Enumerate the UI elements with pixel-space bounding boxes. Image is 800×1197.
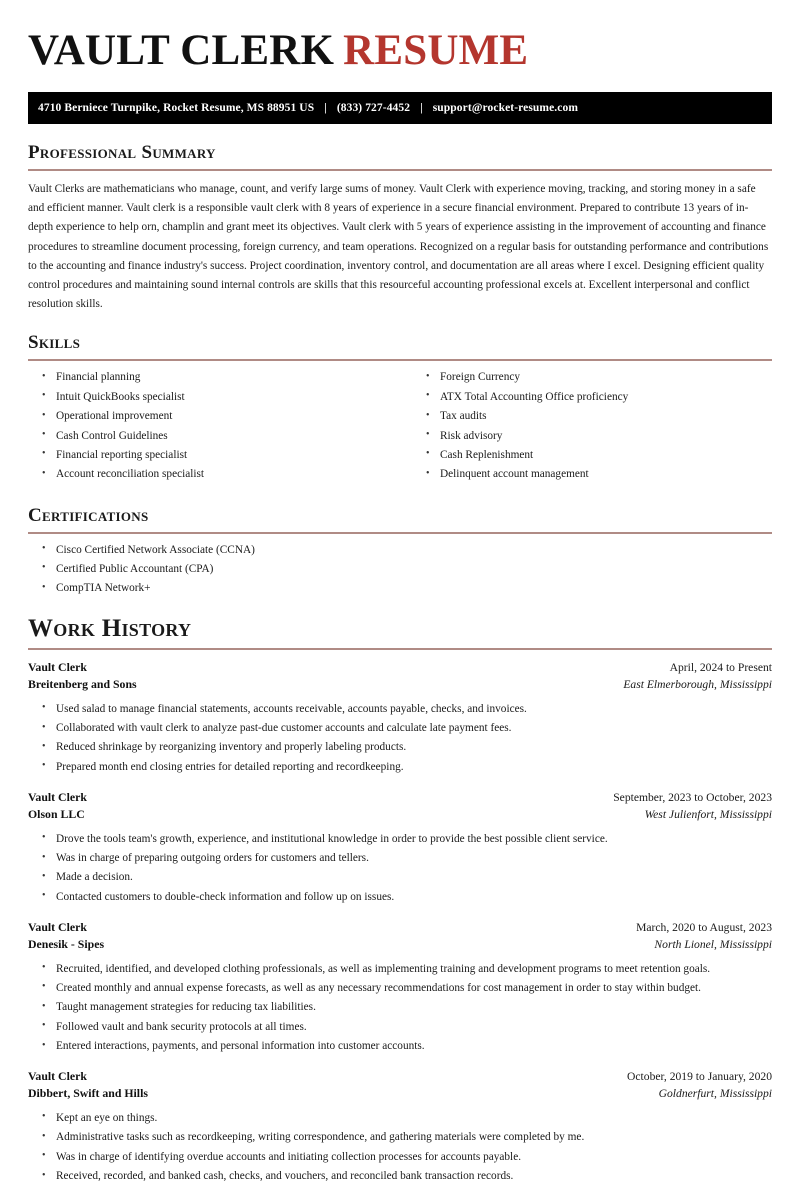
contact-bar-text <box>38 102 578 114</box>
list-item: • Intuit QuickBooks specialist <box>28 390 400 405</box>
job-company: Denesik - Sipes <box>28 937 105 952</box>
skills-column-left <box>28 370 400 486</box>
list-item: • Operational improvement <box>28 409 400 424</box>
list-item: • Risk advisory <box>412 429 772 444</box>
list-item: • Prepared month end closing entries for detailed reporting and recordkeeping. <box>28 760 772 775</box>
section-divider <box>28 169 772 171</box>
list-item: • Financial reporting specialist <box>28 448 400 463</box>
job-dates: March, 2020 to August, 2023 <box>636 920 772 934</box>
job-location: Goldnerfurt, Mississippi <box>658 1087 772 1101</box>
list-item: • Used salad to manage financial statements, accounts receivable, accounts payable, checks, and invoices. <box>28 702 772 717</box>
contact-address: 4710 Berniece Turnpike, Rocket Resume, MS 88951 US <box>38 102 315 115</box>
skills-list-right <box>412 370 772 482</box>
section-heading-certifications: Certifications <box>28 504 149 526</box>
certifications-list <box>28 543 772 597</box>
job-company-row <box>28 936 772 954</box>
job-dates: April, 2024 to Present <box>669 660 772 674</box>
job-bullets <box>28 702 772 775</box>
list-item: • Contacted customers to double-check information and follow up on issues. <box>28 890 772 905</box>
job-title-row <box>28 919 772 937</box>
list-item: • Foreign Currency <box>412 370 772 385</box>
section-professional-summary <box>28 143 772 314</box>
list-item: • Drove the tools team's growth, experience, and institutional knowledge in order to provide the best possible client service. <box>28 832 772 847</box>
job-bullets <box>28 962 772 1054</box>
resume-title-name: VAULT CLERK <box>28 27 335 74</box>
skills-columns <box>28 370 772 486</box>
list-item: • Reduced shrinkage by reorganizing inventory and properly labeling products. <box>28 740 772 755</box>
list-item: • Cash Replenishment <box>412 448 772 463</box>
job-dates: September, 2023 to October, 2023 <box>613 790 772 804</box>
contact-separator-2: | <box>420 102 423 115</box>
job-title-row <box>28 789 772 807</box>
contact-phone[interactable]: (833) 727-4452 <box>336 102 411 115</box>
list-item: • Was in charge of identifying overdue accounts and initiating collection processes for accounts payable. <box>28 1150 772 1165</box>
job-bullets <box>28 1111 772 1184</box>
list-item: • Kept an eye on things. <box>28 1111 772 1126</box>
contact-separator-1: | <box>324 102 327 115</box>
list-item: • Made a decision. <box>28 870 772 885</box>
section-heading-skills: Skills <box>28 332 81 354</box>
section-divider <box>28 532 772 534</box>
job-title: Vault Clerk <box>28 789 87 804</box>
contact-bar <box>28 92 772 124</box>
resume-title-word: RESUME <box>343 27 529 74</box>
section-divider <box>28 648 772 650</box>
job-location: North Lionel, Mississippi <box>654 938 772 952</box>
job-title: Vault Clerk <box>28 659 87 674</box>
job-company: Olson LLC <box>28 807 85 822</box>
summary-body-text: Vault Clerks are mathematicians who manage, count, and verify large sums of money. Vault Clerk with experience moving, tracking, and storing money in a safe and efficient manner. Vault clerk is a responsible vault clerk with 8 years of experience in a secure financial environment. Prepared to contribute 13 years of in-depth experience to help orn, champlin and grant meet its objectives. Vault clerk with 5 years of experience assisting in the improvement of accounting and finance procedures to streamline document processing, foreign currency, and team operations. Recognized on a regular basis for outstanding performance and contributions to the accounting and finance industry's success. Project coordination, inventory control, and documentation are all areas where I excel. Designing efficient quality control procedures and maintaining sound internal controls are skills that this resourceful accounting professional excels at. Excellent interpersonal and conflict resolution skills. <box>28 183 769 311</box>
section-divider <box>28 359 772 361</box>
work-history-entry <box>28 659 772 775</box>
section-heading-work-history: Work History <box>28 615 192 643</box>
work-history-entry <box>28 789 772 905</box>
job-company-row <box>28 1085 772 1103</box>
skills-list-left <box>28 370 400 482</box>
job-company: Breitenberg and Sons <box>28 677 137 692</box>
job-company-row <box>28 676 772 694</box>
list-item: • Created monthly and annual expense forecasts, as well as any necessary recommendations for cost management in order to stay within budget. <box>28 981 772 996</box>
job-company: Dibbert, Swift and Hills <box>28 1086 148 1101</box>
list-item: • Entered interactions, payments, and personal information into customer accounts. <box>28 1039 772 1054</box>
job-title-row <box>28 1068 772 1086</box>
list-item: • CompTIA Network+ <box>28 581 772 596</box>
job-title: Vault Clerk <box>28 1068 87 1083</box>
section-certifications <box>28 506 772 596</box>
list-item: • Account reconciliation specialist <box>28 467 400 482</box>
list-item: • Taught management strategies for reducing tax liabilities. <box>28 1000 772 1015</box>
list-item: • Administrative tasks such as recordkeeping, writing correspondence, and gathering materials were completed by me. <box>28 1130 772 1145</box>
list-item: • Was in charge of preparing outgoing orders for customers and tellers. <box>28 851 772 866</box>
list-item: • Followed vault and bank security protocols at all times. <box>28 1020 772 1035</box>
skills-column-right <box>400 370 772 486</box>
list-item: • Cisco Certified Network Associate (CCNA) <box>28 543 772 558</box>
list-item: • Recruited, identified, and developed clothing professionals, as well as implementing training and development programs to meet retention goals. <box>28 962 772 977</box>
section-heading-summary: Professional Summary <box>28 142 216 164</box>
list-item: • ATX Total Accounting Office proficiency <box>412 390 772 405</box>
list-item: • Certified Public Accountant (CPA) <box>28 562 772 577</box>
job-title-row <box>28 659 772 677</box>
page-title <box>28 28 772 73</box>
list-item: • Delinquent account management <box>412 467 772 482</box>
list-item: • Cash Control Guidelines <box>28 429 400 444</box>
job-title: Vault Clerk <box>28 919 87 934</box>
work-history-entry <box>28 919 772 1054</box>
job-bullets <box>28 832 772 905</box>
job-location: West Julienfort, Mississippi <box>644 808 772 822</box>
list-item: • Financial planning <box>28 370 400 385</box>
list-item: • Received, recorded, and banked cash, checks, and vouchers, and reconciled bank transaction records. <box>28 1169 772 1184</box>
work-history-entry <box>28 1068 772 1184</box>
section-work-history <box>28 615 772 1184</box>
section-skills <box>28 333 772 486</box>
list-item: • Tax audits <box>412 409 772 424</box>
list-item: • Collaborated with vault clerk to analyze past-due customer accounts and calculate late payment fees. <box>28 721 772 736</box>
job-company-row <box>28 806 772 824</box>
contact-email[interactable]: support@rocket-resume.com <box>432 102 579 115</box>
job-location: East Elmerborough, Mississippi <box>623 678 772 692</box>
job-dates: October, 2019 to January, 2020 <box>627 1069 772 1083</box>
